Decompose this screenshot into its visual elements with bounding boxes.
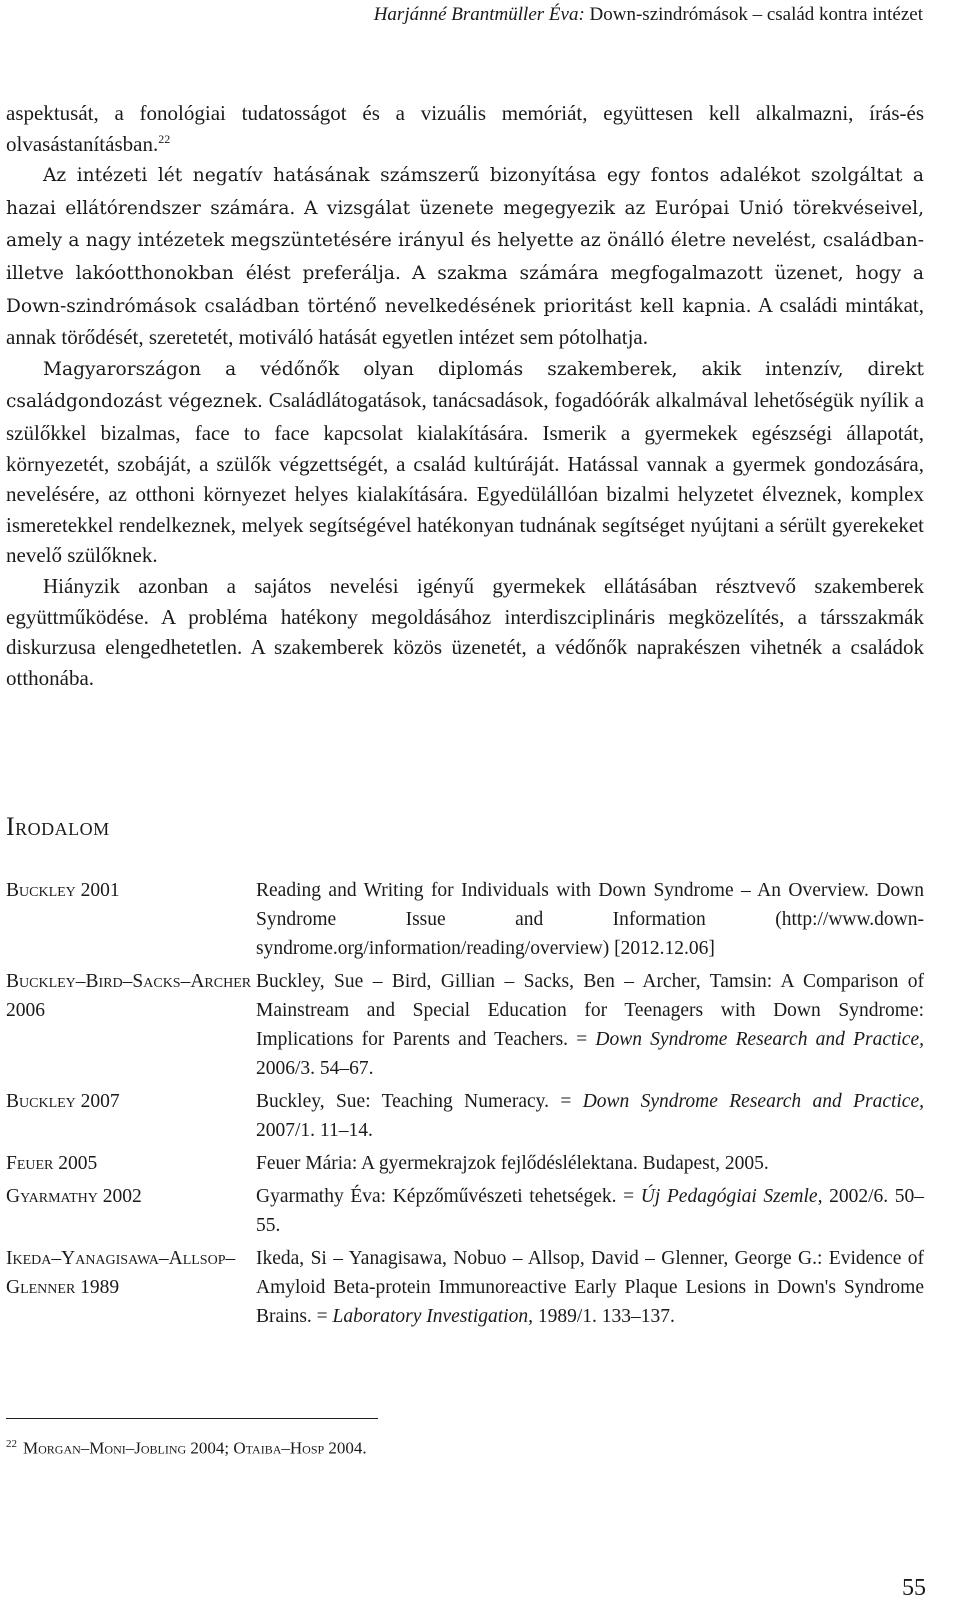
reference-key: Buckley 2001 bbox=[6, 880, 120, 901]
reference-text-a: Gyarmathy Éva: Képzőművészeti tehetségek. = bbox=[256, 1186, 635, 1207]
paragraph-2-text-c: A szakma számára megfogalmazott üzenet, hogy a Down-szindrómások családban történő nevelkedésének prioritást kell kapnia. bbox=[6, 262, 924, 317]
paragraph-2 bbox=[6, 159, 924, 353]
reference-key: Gyarmathy 2002 bbox=[6, 1186, 142, 1207]
reference-journal: Laboratory Investigation, bbox=[332, 1306, 533, 1327]
reference-journal: Down Syndrome Research and Practice, bbox=[582, 1091, 924, 1112]
reference-text-b: 1989/1. 133–137. bbox=[537, 1306, 675, 1327]
reference-journal: Down Syndrome Research and Practice, bbox=[595, 1029, 924, 1050]
reference-text bbox=[256, 1149, 924, 1178]
reference-journal: Új Pedagógiai Szemle, bbox=[640, 1186, 823, 1207]
reference-text-a: Reading and Writing for Individuals with Down Syndrome – An Overview. Down Syndrome Issue and Information (http://www.down-syndrome.org/information/reading/overview) [2012.12.06] bbox=[256, 880, 924, 959]
reference-item bbox=[6, 1244, 924, 1331]
footnote-divider bbox=[6, 1418, 378, 1419]
paragraph-2-text-d: A családi mintákat, annak törődését, szeretetét, motiváló hatását egyetlen intézet sem pótolhatja. bbox=[6, 292, 925, 350]
reference-item bbox=[6, 876, 924, 963]
page-number: 55 bbox=[902, 1575, 926, 1601]
paragraph-3 bbox=[6, 353, 924, 571]
reference-text bbox=[256, 876, 924, 963]
paragraph-4: Hiányzik azonban a sajátos nevelési igényű gyermekek ellátásában résztvevő szakemberek együttműködése. A probléma hatékony megoldásához interdiszciplináris megközelítés, a társszakmák diskurzusa elengedhetetlen. A szakemberek közös üzenetét, a védőnők naprakészen vihetnék a családok otthonába. bbox=[6, 573, 924, 690]
footnote-number: 22 bbox=[6, 1438, 17, 1450]
reference-key: Ikeda–Yanagisawa–Allsop–Glenner 1989 bbox=[6, 1248, 236, 1298]
reference-item bbox=[6, 1087, 924, 1145]
reference-key: Feuer 2005 bbox=[6, 1153, 98, 1174]
header-author: Harjánné Brantmüller Éva: bbox=[373, 4, 585, 25]
reference-text bbox=[256, 967, 924, 1083]
reference-text bbox=[256, 1244, 924, 1331]
reference-text-a: Buckley, Sue: Teaching Numeracy. = bbox=[256, 1091, 572, 1112]
footnote-text: Morgan–Moni–Jobling 2004; Otaiba–Hosp 2004. bbox=[23, 1438, 367, 1458]
reference-text-b: 2002/6. 50–55. bbox=[256, 1186, 925, 1236]
footnote-ref: 22 bbox=[158, 131, 171, 146]
section-title: Irodalom bbox=[6, 812, 110, 841]
paragraph-2-text-b: A vizsgálat üzenete megegyezik az Európai Unió törekvéseivel, amely a nagy intézetek megszüntetésére irányul és helyette az önálló életre nevelést, családban- illetve lakóotthonokban élést preferálja. bbox=[6, 197, 925, 284]
paragraph-3-text-a: Magyarországon a védőnők olyan diplomás szakemberek, akik intenzív, direkt családgondozást végeznek. bbox=[6, 358, 924, 413]
reference-text-b: 2006/3. 54–67. bbox=[256, 1058, 374, 1079]
paragraph-1-text: aspektusát, a fonológiai tudatosságot és a vizuális memóriát, együttesen kell alkalmazni, írás-és olvasástanításban. bbox=[6, 101, 924, 156]
paragraph-1 bbox=[6, 98, 924, 159]
reference-text-b: 2007/1. 11–14. bbox=[256, 1120, 373, 1141]
footnote bbox=[6, 1438, 367, 1459]
reference-item bbox=[6, 1182, 924, 1240]
paragraph-3-text-b: Családlátogatások, tanácsadások, fogadóórák alkalmával lehetőségük nyílik a szülőkkel bizalmas, face to face kapcsolat kialakítására. Ismerik a gyermekek egészségi állapotát, környezetét, szobáját, a szülők végzettségét, a család kultúráját. Hatással vannak a gyermek gondozására, nevelésére, az otthoni környezet helyes kialakítására. Egyedülállóan bizalmi helyzetet élveznek, komplex ismeretekkel rendelkeznek, melyek segítségével hatékonyan tudnának segítséget nyújtani a sérült gyerekeket nevelő szülőknek. bbox=[6, 388, 924, 568]
paragraph-2-text-a: Az intézeti lét negatív hatásának számszerű bizonyítása egy fontos adalékot szolgáltat a hazai ellátórendszer számára. bbox=[6, 165, 924, 219]
reference-text-a: Feuer Mária: A gyermekrajzok fejlődéslélektana. Budapest, 2005. bbox=[256, 1153, 769, 1174]
reference-key: Buckley–Bird–Sacks–Archer 2006 bbox=[6, 971, 252, 1021]
reference-list bbox=[6, 876, 924, 1335]
reference-text-a: Ikeda, Si – Yanagisawa, Nobuo – Allsop, David – Glenner, George G.: Evidence of Amyloid Beta-protein Immunoreactive Early Plaque Lesions in Down's Syndrome Brains. = bbox=[256, 1248, 924, 1327]
reference-item bbox=[6, 967, 924, 1083]
reference-text-a: Buckley, Sue – Bird, Gillian – Sacks, Ben – Archer, Tamsin: A Comparison of Mainstream and Special Education for Teenagers with Down Syndrome: Implications for Parents and Teachers. = bbox=[256, 971, 924, 1050]
header-title: Down-szindrómások – család kontra intézet bbox=[589, 4, 923, 25]
reference-key: Buckley 2007 bbox=[6, 1091, 120, 1112]
reference-text bbox=[256, 1182, 924, 1240]
running-header bbox=[374, 4, 923, 26]
main-text bbox=[6, 98, 924, 693]
reference-item bbox=[6, 1149, 924, 1178]
reference-text bbox=[256, 1087, 924, 1145]
